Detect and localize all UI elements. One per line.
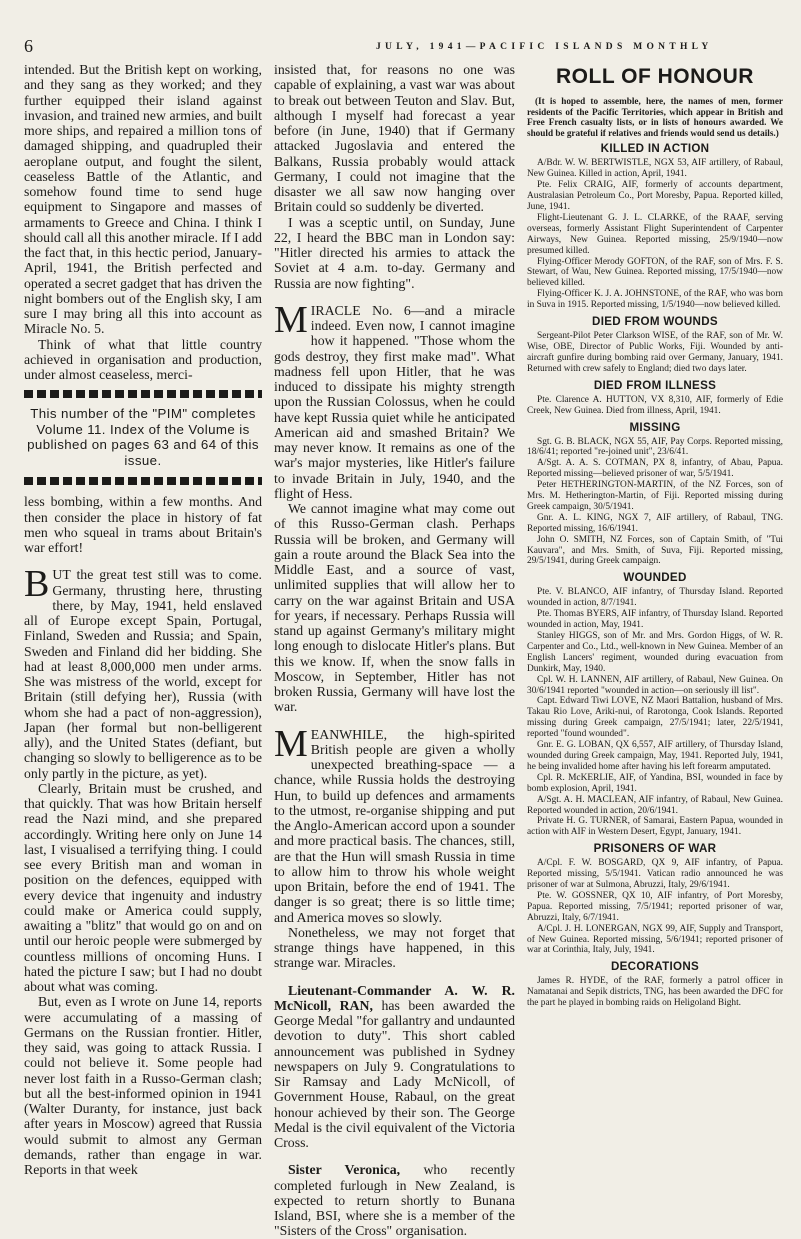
personal-note: [274, 983, 515, 1151]
roll-entry: Sergeant-Pilot Peter Clarkson WISE, of the RAF, son of Mr. W. Wise, OBE, Director of Public Works, Fiji. Wounded by anti-aircraft gunfire during bombing raid over Germany, January, 1941. Returned with crew safely to England; died two days later.: [527, 331, 783, 374]
page-header: [0, 0, 801, 56]
section-heading-wounded: WOUNDED: [623, 571, 687, 585]
died-wounds-list: [527, 331, 783, 375]
personal-note: [274, 1162, 515, 1238]
section-heading-died-illness: DIED FROM ILLNESS: [593, 378, 717, 392]
roll-of-honour-column: [527, 62, 783, 1042]
section-heading-died-wounds: DIED FROM WOUNDS: [592, 315, 718, 329]
notice-border-top: [24, 390, 262, 398]
article-paragraph: We cannot imagine what may come out of this Russo-German clash. Perhaps Russia will be broken, and Germany will gain a route around the Black Sea into the Middle East, and a source of vast, unlimited supplies that will allow her to carry on the war against Britain and USA for years, if necessary. Perhaps Russia will stand up against Germany's military might long enough to dislocate Hitler's plans. But this we know. If, when the snow falls in Moscow, in September, Hitler has not broken Russia, Germany will have lost the war.: [274, 501, 515, 715]
missing-list: [527, 437, 783, 568]
volume-notice-box: [24, 390, 262, 485]
roll-entry: Cpl. R. McKERLIE, AIF, of Yandina, BSI, wounded in face by bomb explosion, April, 1941.: [527, 772, 783, 794]
roll-entry: Pte. W. GOSSNER, QX 10, AIF infantry, of Port Moresby, Papua. Reported missing, 7/5/1941; reported prisoner of war, Abruzzi, Italy, 6/7/1941.: [527, 890, 783, 923]
roll-intro: (It is hoped to assemble, here, the names of men, former residents of the Pacific Territories, which appear in British and Free French casualty lists, or in lists of honours awarded. We should be grateful if relatives and friends would send us details.): [527, 96, 783, 138]
roll-entry: James R. HYDE, of the RAF, formerly a patrol officer in Namatanai and Sepik districts, TNG, has been awarded the DFC for the part he played in bombing raids on Heligoland Bight.: [527, 976, 783, 1009]
article-paragraph: BUT the great test still was to come. Germany, thrusting here, thrusting there, by May, 1941, held enslaved all of Europe except Spain, Portugal, Finland, Sweden and Russia; and Spain, Sweden and Finland did her bidding. She had at least 8,000,000 men under arms. She was mistress of the world, except for Britain (still defying her), Russia (with whom she had a pact of non-aggression), Japan (her formal but non-belligerent ally), and the United States (defiant, but changing so slowly to belligerence as to be only partly in the picture, as yet).: [24, 563, 262, 781]
roll-entry: A/Cpl. J. H. LONERGAN, NGX 99, AIF, Supply and Transport, of New Guinea. Reported missing, 5/6/1941; reported prisoner of war at Corinthia, Italy, July, 1941.: [527, 923, 783, 956]
roll-entry: Gnr. E. G. LOBAN, QX 6,557, AIF artillery, of Thursday Island, wounded during Greek campaign, May, 1941. Reported July, 1941, he being invalided home after having his left forearm amputated.: [527, 740, 783, 772]
roll-entry: Pte. V. BLANCO, AIF infantry, of Thursday Island. Reported wounded in action, 8/7/1941.: [527, 587, 783, 609]
roll-entry: A/Sgt. A. A. S. COTMAN, PX 8, infantry, of Abau, Papua. Reported missing—believed prisoner of war, 5/5/1941.: [527, 458, 783, 480]
roll-entry: A/Bdr. W. W. BERTWISTLE, NGX 53, AIF artillery, of Rabaul, New Guinea. Killed in action, April, 1941.: [527, 158, 783, 180]
roll-entry: A/Sgt. A. H. MACLEAN, AIF infantry, of Rabaul, New Guinea. Reported wounded in action, 20/6/1941.: [527, 794, 783, 816]
roll-entry: Gnr. A. L. KING, NGX 7, AIF artillery, of Rabaul, TNG. Reported missing, 16/6/1941.: [527, 512, 783, 534]
roll-entry: Pte. Felix CRAIG, AIF, formerly of accounts department, Australasian Petroleum Co., Port Moresby, Papua. Reported killed, June, 1941.: [527, 180, 783, 212]
notice-border-bottom: [24, 477, 262, 485]
article-paragraph: Nonetheless, we may not forget that strange things have happened, in this strange war. Miracles.: [274, 924, 515, 971]
personal-note-name: Lieutenant-Commander A. W. R. McNicoll, RAN,: [274, 982, 515, 1013]
article-paragraph: Clearly, Britain must be crushed, and that quickly. That was how Britain herself read the Nazi mind, and she prepared accordingly. Writing here only on June 14 last, I visualised a terrifying thing. I could see every British man and woman in position on the defences, equipped with every device that ingenuity and industry could make or America could supply, awaiting a "blitz" that would go on and on until our heroic people were submerged by countless millions of oncoming Huns. I hated the picture I saw; but I had no doubt about what was coming.: [24, 780, 262, 994]
article-paragraph: Think of what that little country achieved in organisation and production, under almost ceaseless, merci-: [24, 336, 262, 382]
article-paragraph: But, even as I wrote on June 14, reports were accumulating of a massing of Germans on the Russian frontier. Hitler, they said, was going to attack Russia. I could not believe it. Some people had never lost faith in a Russo-German clash; but all the best-informed opinion in 1941 (Walter Duranty, for instance, just back after years in Moscow) agreed that Russia would submit to almost any German demands, rather than engage in war. Reports in that week: [24, 994, 262, 1177]
section-heading-prisoners: PRISONERS OF WAR: [593, 842, 717, 856]
roll-entry: Cpl. W. H. LANNEN, AIF artillery, of Rabaul, New Guinea. On 30/6/1941 reported "wounded in action—on seriously ill list".: [527, 674, 783, 696]
roll-entry: John O. SMITH, NZ Forces, son of Captain Smith, of "Tui Kauvara", and Mrs. Smith, of Suva, Fiji. Reported missing, 29/5/1941, during Greek campaign.: [527, 534, 783, 567]
personal-note-name: Sister Veronica,: [288, 1162, 401, 1178]
running-title: JULY, 1941—PACIFIC ISLANDS MONTHLY: [376, 42, 713, 52]
personal-note-text: who recently completed furlough in New Zealand, is expected to return shortly to Bunana Island, BSI, where she is a member of the "Sisters of the Cross" organisation.: [274, 1162, 515, 1239]
volume-notice: This number of the "PIM" completes Volume 11. Index of the Volume is published on pages 63 and 64 of this issue.: [27, 406, 259, 468]
personal-note-text: has been awarded the George Medal "for gallantry and undaunted devotion to duty". This short cabled announcement was published in Sydney newspapers on July 9. Congratulations to Sir Ramsay and Lady McNicoll, of Government House, Rabaul, on the great honour achieved by their son. The George Medal is the civil equivalent of the Victoria Cross.: [274, 997, 515, 1150]
article-paragraph: less bombing, within a few months. And then consider the place in history of fat men who squeal in trams about Britain's war effort!: [24, 494, 262, 555]
roll-entry: Peter HETHERINGTON-MARTIN, of the NZ Forces, son of Mrs. M. Hetherington-Martin, of Fiji. Reported missing during Greek campaign, 30/5/1941.: [527, 480, 783, 512]
roll-entry: Pte. Thomas BYERS, AIF infantry, of Thursday Island. Reported wounded in action, May, 1941.: [527, 609, 783, 631]
section-heading-missing: MISSING: [629, 420, 681, 434]
roll-entry: A/Cpl. F. W. BOSGARD, QX 9, AIF infantry, of Papua. Reported missing, 5/5/1941. Vatican radio announced he was prisoner of war at Sulmona, Abruzzi, Italy, 29/6/1941.: [527, 858, 783, 891]
roll-entry: Private H. G. TURNER, of Samarai, Eastern Papua, wounded in action with AIF in Western Desert, Egypt, January, 1941.: [527, 816, 783, 838]
section-heading-decorations: DECORATIONS: [610, 960, 700, 974]
roll-of-honour-title: ROLL OF HONOUR: [556, 65, 754, 88]
roll-entry: Flying-Officer K. J. A. JOHNSTONE, of the RAF, who was born in Suva in 1915. Reported missing, 1/5/1940—now believed killed.: [527, 289, 783, 311]
page-number: 6: [24, 36, 33, 56]
died-illness-list: [527, 395, 783, 417]
wounded-list: [527, 587, 783, 838]
article-paragraph: MEANWHILE, the high-spirited British people are given a wholly unexpected breathing-space — a chance, while Russia holds the destroying Hun, to build up defences and armaments to the utmost, re-organise shipping and put the Anglo-American accord upon a sounder and more practical basis. The chances, still, are that the Hun will smash Russia in time to allow him to throw his whole weight upon Britain, before the end of 1941. The danger is so great; there is so little time; and America moves so slowly.: [274, 722, 515, 925]
article-paragraph: intended. But the British kept on working, and they sang as they worked; and they further equipped their island against invasion, and trained new armies, and built more ships, and repaired a million tons of damaged shipping, and quadrupled their aeroplane output, and fought the silent, ceaseless Battle of the Atlantic, and somehow found time to send huge equipment to Singapore and masses of armaments to Greece and China. I think I should call all this another miracle. If I add the fact that, in this hectic period, January-April, 1941, the British perfected and operated a secret gadget that has driven the night bombers out of the English sky, I am sure I may bring all this into account as Miracle No. 5.: [24, 62, 262, 337]
prisoners-list: [527, 858, 783, 956]
article-paragraph: MIRACLE No. 6—and a miracle indeed. Even now, I cannot imagine how it happened. "Those whom the gods destroy, they first make mad". What madness fell upon Hitler, that he was induced to dissipate his mighty strength upon the Russian Colossus, when he could have kept Russia quiet while he anticipated American aid and smashed Britain? We may never know. It remains as one of the war's major mysteries, like Hitler's failure to invade Britain in July, 1940, and the flight of Hess.: [274, 298, 515, 501]
roll-entry: Flying-Officer Merody GOFTON, of the RAF, son of Mrs. F. S. Stewart, of Wau, New Guinea. Reported missing, 17/5/1940—now believed killed.: [527, 256, 783, 289]
roll-entry: Capt. Edward Tiwi LOVE, NZ Maori Battalion, husband of Mrs. Takau Rio Love, Ariki-nui, of Rarotonga, Cook Islands. Reported missing during Greek campaign, 27/5/1941; later, 22/5/1941, reported "found wounded".: [527, 696, 783, 740]
article-paragraph: I was a sceptic until, on Sunday, June 22, I heard the BBC man in London say: "Hitler directed his armies to attack the Soviet at 4 a.m. to-day. Germany and Russia are now fighting".: [274, 214, 515, 291]
killed-list: [527, 158, 783, 311]
column-1: [24, 62, 262, 1177]
section-heading-killed: KILLED IN ACTION: [600, 142, 710, 156]
decorations-list: [527, 976, 783, 1009]
roll-entry: Sgt. G. B. BLACK, NGX 55, AIF, Pay Corps. Reported missing, 18/6/41; reported "re-joined unit", 23/6/41.: [527, 436, 783, 458]
roll-entry: Pte. Clarence A. HUTTON, VX 8,310, AIF, formerly of Edie Creek, New Guinea. Died from illness, April, 1941.: [527, 394, 783, 416]
column-2: [274, 62, 515, 1239]
roll-entry: Stanley HIGGS, son of Mr. and Mrs. Gordon Higgs, of W. R. Carpenter and Co., Ltd., well-known in New Guinea. Member of an English Lancers' regiment, wounded during evacuation from Dunkirk, May, 1940.: [527, 631, 783, 674]
roll-entry: Flight-Lieutenant G. J. L. CLARKE, of the RAAF, serving overseas, formerly Assistant Flight Superintendent of Carpenter Airways, New Guinea. Reported missing, 25/9/1940—now presumed killed.: [527, 212, 783, 256]
article-paragraph: insisted that, for reasons no one was capable of explaining, a vast war was about to break out between Teuton and Slav. But, although I myself had forecast a year before (in June, 1940) that if Germany attacked Jugoslavia and entered the Balkans, Russia probably would attack Germany, I could not imagine that the disaster we all saw now hanging over Britain could so suddenly be diverted.: [274, 62, 515, 215]
